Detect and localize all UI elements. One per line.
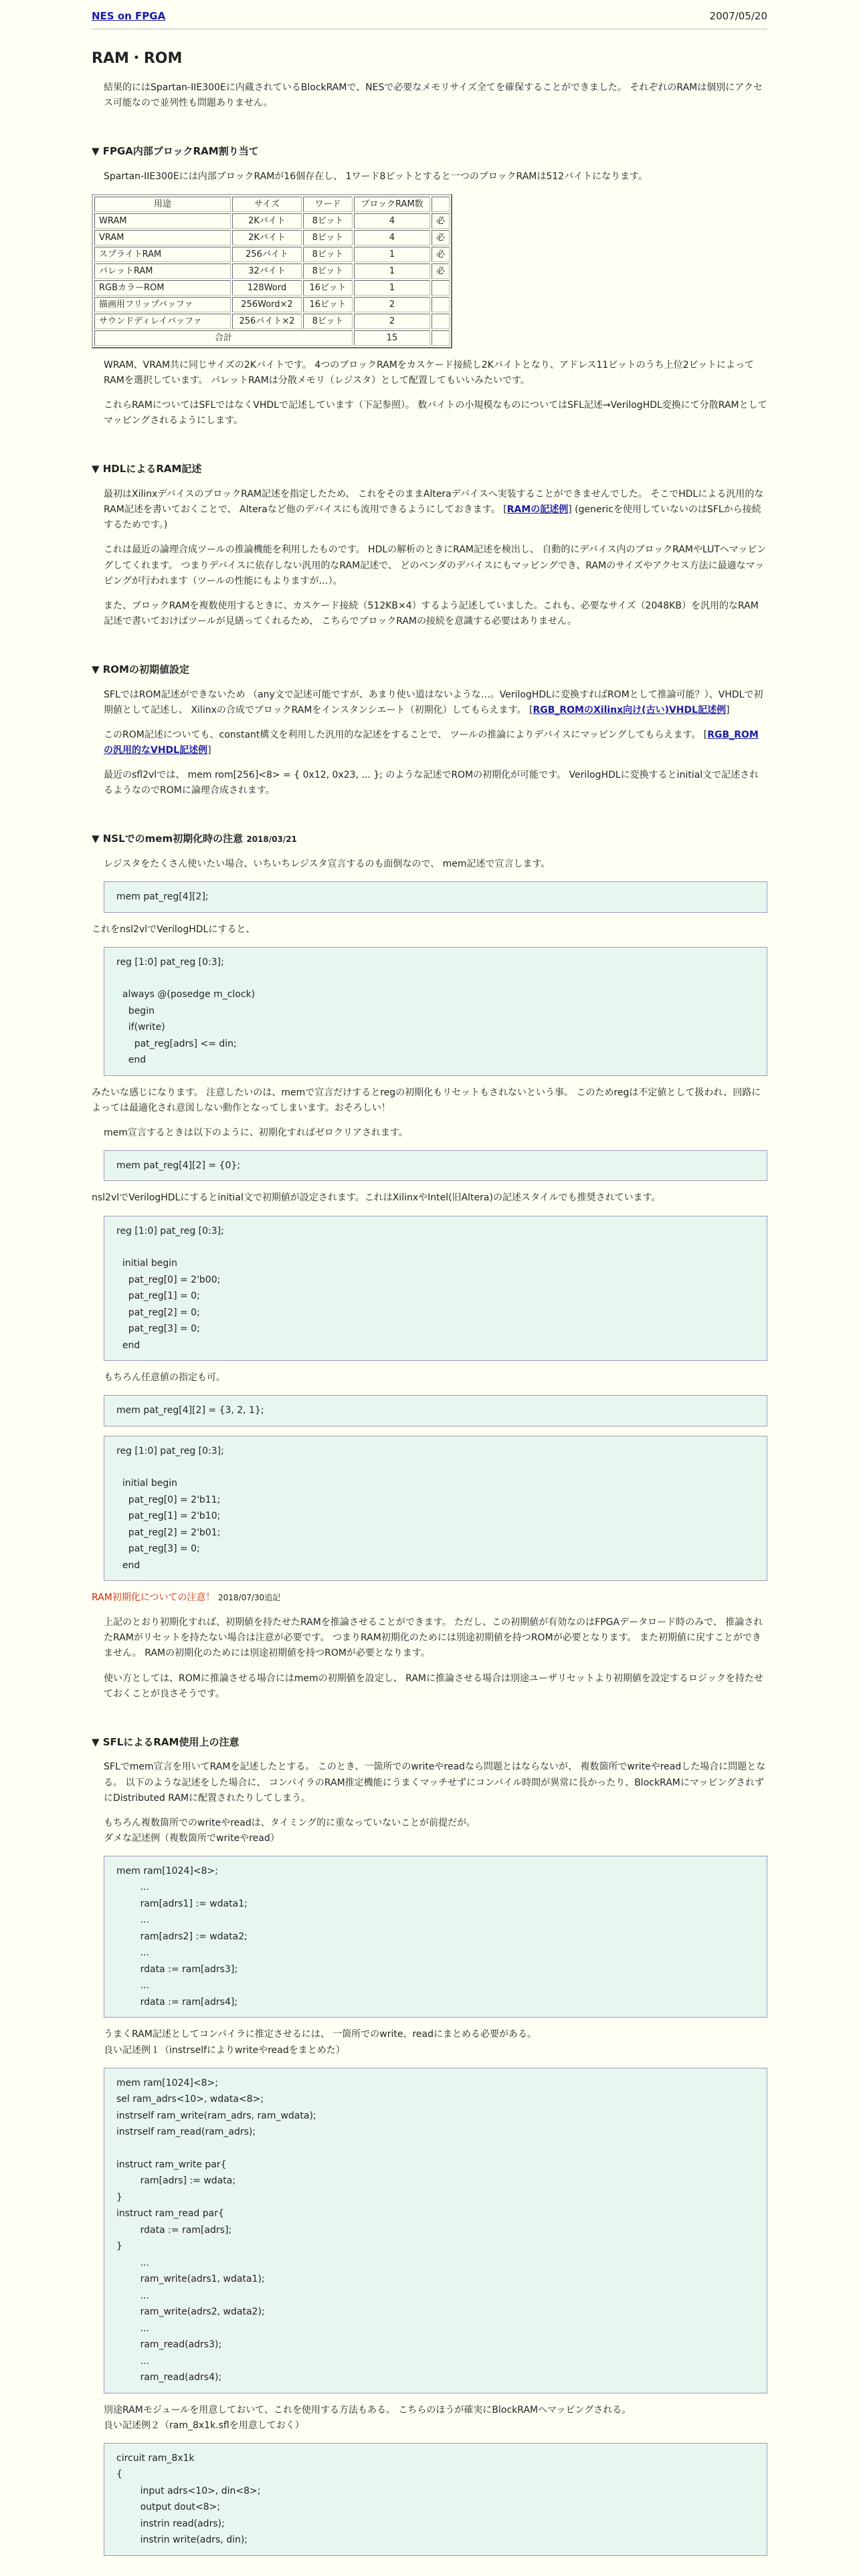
code-line: ram_write(adrs2, wdata2); [116,2306,265,2318]
table-cell: 1 [354,247,430,262]
section-heading-rom-init: ▼ ROMの初期値設定 [92,663,189,675]
table-cell: RGBカラーROM [94,280,231,296]
paragraph: みたいな感じになります。 注意したいのは、memで宣言だけするとregの初期化もリセットもされないという事。 このためregは不定値として扱われ、回路によっては最適化され意図しない動作となってしまいます。おそろしい！ [92,1087,761,1113]
code-line: pat_reg[3] = 0; [116,1323,200,1335]
code-line: ... [116,2355,149,2367]
code-line: ... [116,2323,149,2334]
code-line: ram[adrs1] := wdata1; [116,1898,248,1909]
code-line: instrself ram_read(ram_adrs); [116,2127,256,2138]
table-row [94,297,450,312]
paragraph: WRAM、VRAM共に同じサイズの2Kバイトです。 4つのブロックRAMをカスケード接続し2Kバイトとなり、アドレス11ビットのうち上位2ビットによってRAMを選択しています。 パレットRAMは分散メモリ（レジスタ）として配置してもいいみたいです。 [104,360,755,387]
rgb-rom-generic-link[interactable]: RGB_ROMの汎用的なVHDL記述例 [104,729,759,756]
code-line: pat_reg[1] = 0; [116,1291,200,1302]
text-span: 良い記述例２（ram_8x1k.sflを用意しておく） [104,2420,304,2431]
table-cell: 8ビット [303,314,353,329]
table-cell: パレットRAM [94,263,231,279]
page-title: RAM・ROM [92,49,183,67]
table-cell [432,297,450,312]
table-cell: 8ビット [303,263,353,279]
code-line: rdata := ram[adrs4]; [116,1996,238,2008]
top-bar [92,8,767,29]
heading-date: 2018/03/21 [246,835,297,845]
warning-text: RAM初期化についての注意！ [92,1592,215,1604]
code-line: instruct ram_write par{ [116,2159,227,2170]
paragraph [92,687,767,718]
code-line: ram[adrs2] := wdata2; [116,1931,248,1942]
section-divider [92,649,767,659]
code-line: ... [116,1915,149,1926]
table-cell [432,314,450,329]
paragraph: 最近のsfl2vlでは、 mem rom[256]<8> = { 0x12, 0x23, ... }; のような記述でROMの初期化が可能です。 VerilogHDLに変換するとinitial文で記述されるようなのでROMに論理合成されます。 [104,770,759,796]
paragraph [92,487,767,533]
code-line [116,970,755,986]
blockram-table [92,194,452,348]
paragraph: 上記のとおり初期化すれば、初期値を持たせたRAMを推論させることができます。 ただし、この初期値が有効なのはFPGAデータロード時のみで、 推論されたRAMがリセットを持たない場合は注意が必要です。 つまりRAM初期化のためには別途初期値を持つROMが必要となります。 また初期値に戻すことができません。 RAMの初期化のためには別途初期値を持つROMが必要となります。 [104,1617,763,1659]
code-line: if(write) [116,1022,165,1033]
code-line: output dout<8>; [116,2502,221,2513]
code-line: } [116,2241,122,2252]
code-line: instrin write(adrs, din); [116,2535,248,2546]
code-line: { [116,2469,122,2480]
section-heading-nsl-mem [92,831,767,847]
code-line: instruct ram_read par{ [116,2208,224,2220]
text-span: ] [726,704,730,716]
paragraph: また、ブロックRAMを複数使用するときに、カスケード接続（512KB×4）するよう記述していました。これも、必要なサイズ（2048KB）を汎用的なRAM記述で書いておけばツールが見繕ってくれるため、 こちらでブロックRAMの接続を意識する必要はありません。 [104,600,759,627]
code-line: mem pat_reg[4][2] = {3, 2, 1}; [116,1405,264,1416]
code-line: sel ram_adrs<10>, wdata<8>; [116,2094,264,2105]
paragraph [92,2403,767,2434]
code-line: end [116,1339,140,1351]
column-header: ブロックRAM数 [354,197,430,212]
table-cell: スプライトRAM [94,247,231,262]
heading-text: ▼ NSLでのmem初期化時の注意 [92,833,244,845]
paragraph [92,2027,767,2058]
table-cell: 4 [354,230,430,245]
section-divider [92,1722,767,1731]
ram-example-link[interactable]: RAMの記述例 [506,504,569,516]
text-span: 良い記述例１（instrselfによりwriteやreadをまとめた） [104,2044,345,2056]
table-cell: 必 [432,213,450,229]
text-span: 別途RAMモジュールを用意しておいて、これを使用する方法もある。 こちらのほうが確実にBlockRAMへマッピングされる。 [104,2404,632,2416]
code-block [104,1395,767,1426]
rgb-rom-xilinx-link[interactable]: RGB_ROMのXilinx向け(古い)VHDL記述例 [533,704,727,716]
code-line: input adrs<10>, din<8>; [116,2485,261,2496]
paragraph: これをnsl2vlでVerilogHDLにすると、 [92,924,256,935]
table-total-row [94,330,450,346]
table-cell: 4 [354,213,430,229]
page-date: 2007/05/20 [709,10,767,22]
table-cell: 1 [354,263,430,279]
code-line: reg [1:0] pat_reg [0:3]; [116,956,224,968]
code-block [104,1856,767,2018]
code-line: instrself ram_write(ram_adrs, ram_wdata); [116,2110,316,2121]
text-span: ダメな記述例（複数箇所でwriteやread） [104,1832,280,1844]
code-line: end [116,1560,140,1571]
text-span: SFLではROM記述ができないため （any文で記述可能ですが、あまり使い道はないような…。VerilogHDLに変換すればROMとして推論可能？）、VHDLで初期値として記述し、 Xilinxの合成でブロックRAMをインスタンシエート（初期化）してもらえます。 [ [104,689,763,716]
code-line [116,1459,755,1475]
code-block [104,1216,767,1362]
table-cell: 必 [432,263,450,279]
section-divider [92,819,767,828]
table-row [94,314,450,329]
text-span: このROM記述についても、constant構文を利用した汎用的な記述をすることで、 ツールの推論によりデバイスにマッピングしてもらえます。 [ [104,729,708,740]
code-line: begin [116,1005,155,1016]
code-line: initial begin [116,1478,177,1489]
code-line: rdata := ram[adrs]; [116,2224,232,2236]
table-row [94,213,450,229]
code-line: always @(posedge m_clock) [116,989,256,1000]
code-block [104,947,767,1076]
paragraph: Spartan-IIE300Eには内部ブロックRAMが16個存在し、 1ワード8ビットとすると一つのブロックRAMは512バイトになります。 [104,171,648,182]
table-cell [432,280,450,296]
paragraph: これは最近の論理合成ツールの推論機能を利用したものです。 HDLの解析のときにRAM記述を検出し、 自動的にデバイス内のブロックRAMやLUTへマッピングしてくれます。 つまりデバイスに依存しない汎用的なRAM記述で、 どのベンダのデバイスにもマッピングでき、RAMのサイズやアクセス方法に最適なマッピングが行われます（ツールの性能にもよりますが…）。 [104,544,767,586]
code-line: reg [1:0] pat_reg [0:3]; [116,1445,224,1457]
table-cell: 描画用フリップバッファ [94,297,231,312]
code-line: ... [116,1882,149,1893]
code-line: ram_write(adrs1, wdata1); [116,2274,265,2285]
text-span: うまくRAM記述としてコンパイラに推定させるには、 一箇所でのwrite、readにまとめる必要がある。 [104,2029,537,2040]
table-cell: 32バイト [232,263,302,279]
paragraph: mem宣言するときは以下のように、初期化すればゼロクリアされます。 [104,1127,408,1138]
section-heading-hdl-ram: ▼ HDLによるRAM記述 [92,463,202,475]
table-cell-empty [432,330,450,346]
section-divider [92,131,767,140]
table-cell: 必 [432,230,450,245]
code-line: circuit ram_8x1k [116,2452,195,2464]
code-line: end [116,1055,147,1066]
warning-date: 2018/07/30追記 [218,1593,281,1603]
paragraph: 使い方としては、ROMに推論させる場合にはmemの初期値を設定し、 RAMに推論させる場合は別途ユーザリセットより初期値を設定するロジックを持たせておくことが良さそうです。 [104,1673,763,1699]
column-header: 用途 [94,197,231,212]
table-cell: 256バイト [232,247,302,262]
paragraph [92,728,767,758]
table-cell: 2Kバイト [232,230,302,245]
code-line [116,2141,755,2157]
paragraph: レジスタをたくさん使いたい場合、いちいちレジスタ宣言するのも面倒なので、 mem記述で宣言します。 [104,859,551,870]
code-line: pat_reg[3] = 0; [116,1543,200,1555]
warning-line [92,1590,767,1606]
table-row [94,247,450,262]
table-row [94,280,450,296]
paragraph: もちろん任意値の指定も可。 [104,1372,225,1384]
code-block [104,2443,767,2556]
table-cell: 必 [432,247,450,262]
table-cell: WRAM [94,213,231,229]
column-header: サイズ [232,197,302,212]
code-block [104,1150,767,1182]
intro-paragraph: 結果的にはSpartan-IIE300Eに内蔵されているBlockRAMで、NESで必要なメモリサイズ全てを確保することができました。 それぞれのRAMは個別にアクセス可能なので並列性も問題ありません。 [104,82,763,109]
code-line: pat_reg[2] = 2'b01; [116,1527,221,1538]
table-cell: 256Word×2 [232,297,302,312]
text-span: ] [207,744,211,756]
table-cell: 2Kバイト [232,213,302,229]
code-line: ram_read(adrs3); [116,2339,222,2351]
table-cell: VRAM [94,230,231,245]
table-header-row [94,197,450,212]
section-divider [92,449,767,458]
code-line: instrin read(adrs); [116,2518,225,2529]
text-span: もちろん複数箇所でのwriteやreadは、タイミング的に重なっていないことが前提だが。 [104,1817,476,1828]
paragraph: nsl2vlでVerilogHDLにするとinitial文で初期値が設定されます。これはXilinxやIntel(旧Altera)の記述スタイルでも推奨されています。 [92,1192,661,1204]
table-cell: 16ビット [303,297,353,312]
text-span: ] (genericを使用していないのはSFLから接続するためです。) [104,504,761,531]
code-line: mem ram[1024]<8>; [116,1865,218,1876]
table-cell: 128Word [232,280,302,296]
table-cell: 16ビット [303,280,353,296]
code-line: initial begin [116,1258,177,1269]
code-line [116,1239,755,1255]
table-cell: 2 [354,297,430,312]
table-cell: 2 [354,314,430,329]
table-body [94,213,450,329]
paragraph: SFLでmem宣言を用いてRAMを記述したとする。 このとき、一箇所でのwriteやreadなら問題とはならないが、 複数箇所でwriteやreadした場合に問題となる。 以下のような記述をした場合に、 コンパイラのRAM推定機能にうまくマッチせずにコンパイル時間が異常に長かったり、BlockRAMにマッピングされずにDistributed RAMに配置されたりしてしまう。 [104,1761,766,1804]
table-cell: 8ビット [303,230,353,245]
table-row [94,263,450,279]
code-line: ram_read(adrs4); [116,2372,222,2383]
code-line: ... [116,2257,149,2268]
code-line: mem pat_reg[4][2]; [116,891,209,903]
table-cell: 8ビット [303,247,353,262]
site-link[interactable]: NES on FPGA [92,10,166,22]
text-span: 最初はXilinxデバイスのブロックRAM記述を指定したため、 これをそのままAlteraデバイスへ実装することができませんでした。 そこでHDLによる汎用的なRAM記述を書いておくことで、 Alteraなど他のデバイスにも流用できるようにしておきます。 [ [104,489,764,516]
page [92,0,767,2556]
code-line: ram[adrs] := wdata; [116,2175,236,2187]
paragraph [92,1816,767,1846]
code-line: pat_reg[2] = 0; [116,1307,200,1318]
table-cell: サウンドディレイバッファ [94,314,231,329]
column-header: ワード [303,197,353,212]
table-cell: 8ビット [303,213,353,229]
paragraph: これらRAMについてはSFLではなくVHDLで記述しています（下記参照）。 数バイトの小規模なものについてはSFL記述→VerilogHDL変換にて分散RAMとしてマッピングされるようにします。 [104,400,767,427]
code-block [104,2068,767,2393]
code-line: pat_reg[0] = 2'b11; [116,1494,221,1505]
code-line: rdata := ram[adrs3]; [116,1963,238,1975]
code-line: mem pat_reg[4][2] = {0}; [116,1160,240,1171]
code-line: reg [1:0] pat_reg [0:3]; [116,1225,224,1237]
section-heading-sfl-ram: ▼ SFLによるRAM使用上の注意 [92,1735,240,1748]
section-heading-blockram: ▼ FPGA内部ブロックRAM割り当て [92,145,259,158]
table-cell: 256バイト×2 [232,314,302,329]
table-row [94,230,450,245]
code-line: pat_reg[1] = 2'b10; [116,1511,221,1522]
code-line: pat_reg[adrs] <= din; [116,1038,237,1049]
code-line: } [116,2191,122,2203]
code-line: ... [116,1947,149,1959]
code-block [104,881,767,913]
code-line: pat_reg[0] = 2'b00; [116,1274,221,1285]
column-header-empty [432,197,450,212]
code-line: ... [116,1980,149,1992]
code-line: ... [116,2290,149,2301]
code-block [104,1436,767,1582]
code-line: mem ram[1024]<8>; [116,2077,218,2088]
total-value: 15 [354,330,430,346]
total-label: 合計 [94,330,353,346]
table-cell: 1 [354,280,430,296]
